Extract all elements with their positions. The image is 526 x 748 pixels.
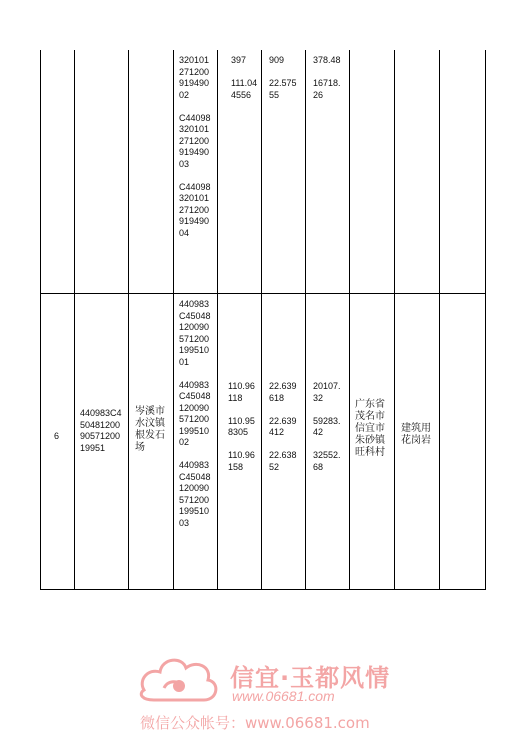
longitude-cell: 397 111.04 4556 — [231, 55, 258, 100]
table-border-right — [485, 50, 486, 590]
area-cell: 378.48 16718. 26 — [313, 55, 341, 100]
col-divider — [305, 50, 306, 590]
latitude-cell: 22.639 618 22.639 412 22.638 52 — [269, 381, 297, 472]
watermark — [130, 648, 430, 738]
col-divider — [217, 50, 218, 590]
location-cell: 广东省 茂名市 信宜市 朱砂镇 旺科村 — [355, 399, 385, 458]
mine-name-cell: 岑溪市 水汶镇 根发石 场 — [135, 406, 165, 453]
table-border-bottom — [40, 589, 486, 590]
col-divider — [349, 50, 350, 590]
area-cell: 20107. 32 59283. 42 32552. 68 — [313, 381, 341, 472]
watermark-subtitle: 微信公众帐号：www.06681.com — [140, 714, 370, 732]
watermark-url: www.06681.com — [232, 688, 335, 704]
col-divider — [128, 50, 129, 590]
row-index: 6 — [54, 431, 60, 441]
mineral-type-cell: 建筑用 花岗岩 — [401, 423, 431, 446]
longitude-cell: 110.96 118 110.95 8305 110.96 158 — [228, 381, 255, 472]
col-divider — [394, 50, 395, 590]
col-divider — [439, 50, 440, 590]
col-divider — [173, 50, 174, 590]
mining-rights-table — [40, 50, 486, 590]
latitude-cell: 909 22.575 55 — [269, 55, 297, 100]
watermark-title: 信宜·玉都风情 — [230, 664, 391, 692]
table-border-left — [40, 50, 41, 590]
row-divider — [40, 293, 486, 294]
mine-code-cell: 440983C4 50481200 90571200 19951 — [80, 408, 122, 453]
watermark-logo-icon — [134, 650, 224, 712]
col-divider — [261, 50, 262, 590]
license-number-cell: 440983 C45048 120090 571200 199510 01 440983 C45048 120090 571200 199510 02 440983 C45048 120090 571200 199510 03 — [179, 299, 211, 528]
col-divider — [74, 50, 75, 590]
license-number-cell: 320101 271200 919490 02 C44098 320101 271200 919490 03 C44098 320101 271200 919490 04 — [179, 55, 211, 238]
